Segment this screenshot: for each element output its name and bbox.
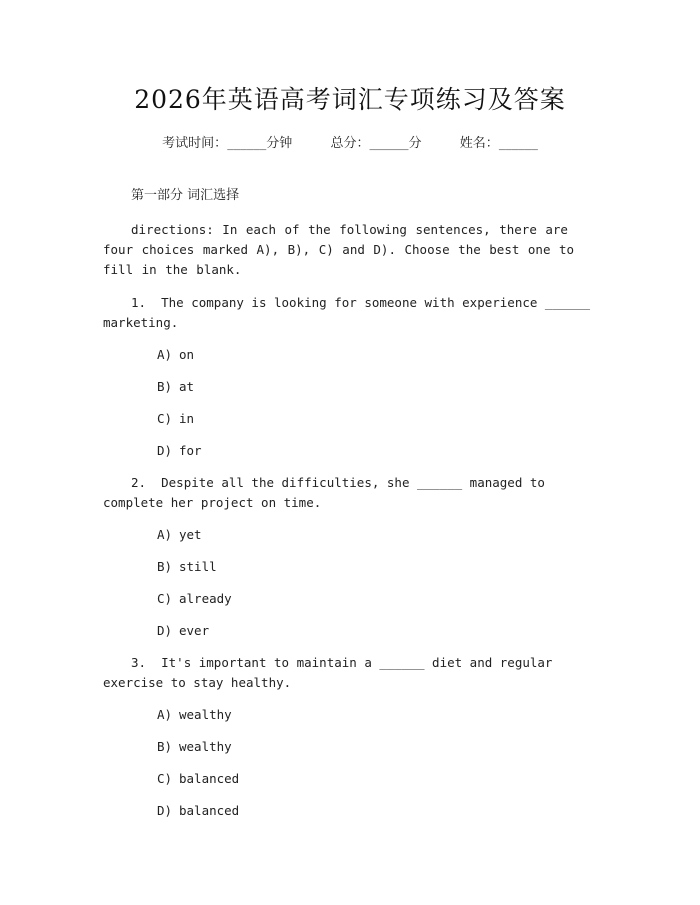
score-blank: ______ bbox=[369, 136, 409, 151]
option-text: already bbox=[179, 591, 232, 606]
option-b bbox=[157, 377, 600, 409]
option-a bbox=[157, 345, 600, 377]
option-text: for bbox=[179, 443, 202, 458]
option-d bbox=[157, 801, 600, 833]
option-d bbox=[157, 441, 600, 473]
name-blank: ______ bbox=[498, 136, 538, 151]
question-1 bbox=[103, 293, 600, 333]
option-a bbox=[157, 705, 600, 737]
option-b bbox=[157, 557, 600, 589]
question-text bbox=[103, 653, 600, 693]
question-stem: Despite all the difficulties, she ______ managed to complete her project on time. bbox=[103, 475, 545, 510]
option-c bbox=[157, 589, 600, 621]
option-letter: C) bbox=[157, 771, 173, 786]
option-letter: D) bbox=[157, 623, 173, 638]
option-letter: B) bbox=[157, 739, 173, 754]
question-2 bbox=[103, 473, 600, 513]
question-3 bbox=[103, 653, 600, 693]
question-number: 1. bbox=[131, 295, 147, 310]
time-unit: 分钟 bbox=[266, 136, 293, 151]
option-a bbox=[157, 525, 600, 557]
option-text: balanced bbox=[179, 771, 240, 786]
option-letter: C) bbox=[157, 411, 173, 426]
question-text bbox=[103, 293, 600, 333]
option-letter: D) bbox=[157, 443, 173, 458]
document-body bbox=[103, 186, 600, 833]
option-text: yet bbox=[179, 527, 202, 542]
time-blank: ______ bbox=[227, 136, 267, 151]
exam-info-line bbox=[0, 132, 700, 151]
option-letter: C) bbox=[157, 591, 173, 606]
question-stem: The company is looking for someone with experience ______ marketing. bbox=[103, 295, 591, 330]
option-b bbox=[157, 737, 600, 769]
question-stem: It's important to maintain a ______ diet and regular exercise to stay healthy. bbox=[103, 655, 553, 690]
option-letter: A) bbox=[157, 707, 173, 722]
option-c bbox=[157, 409, 600, 441]
option-text: at bbox=[179, 379, 195, 394]
option-letter: A) bbox=[157, 527, 173, 542]
question-number: 2. bbox=[131, 475, 147, 490]
option-d bbox=[157, 621, 600, 653]
option-text: wealthy bbox=[179, 707, 232, 722]
page-title: 2026年英语高考词汇专项练习及答案 bbox=[134, 85, 566, 114]
option-text: in bbox=[179, 411, 195, 426]
question-number: 3. bbox=[131, 655, 147, 670]
directions-text: directions: In each of the following sentences, there are four choices marked A), B), C) and D). Choose the best one to fill in the blank. bbox=[103, 222, 575, 277]
question-text bbox=[103, 473, 600, 513]
time-label: 考试时间： bbox=[162, 136, 228, 151]
option-letter: D) bbox=[157, 803, 173, 818]
score-unit: 分 bbox=[408, 136, 422, 151]
option-letter: B) bbox=[157, 559, 173, 574]
score-label: 总分： bbox=[330, 136, 370, 151]
section-heading: 第一部分 词汇选择 bbox=[131, 188, 240, 203]
option-text: balanced bbox=[179, 803, 240, 818]
option-letter: A) bbox=[157, 347, 173, 362]
option-text: wealthy bbox=[179, 739, 232, 754]
option-text: on bbox=[179, 347, 195, 362]
option-letter: B) bbox=[157, 379, 173, 394]
option-text: ever bbox=[179, 623, 210, 638]
option-c bbox=[157, 769, 600, 801]
option-text: still bbox=[179, 559, 217, 574]
name-label: 姓名： bbox=[459, 136, 499, 151]
